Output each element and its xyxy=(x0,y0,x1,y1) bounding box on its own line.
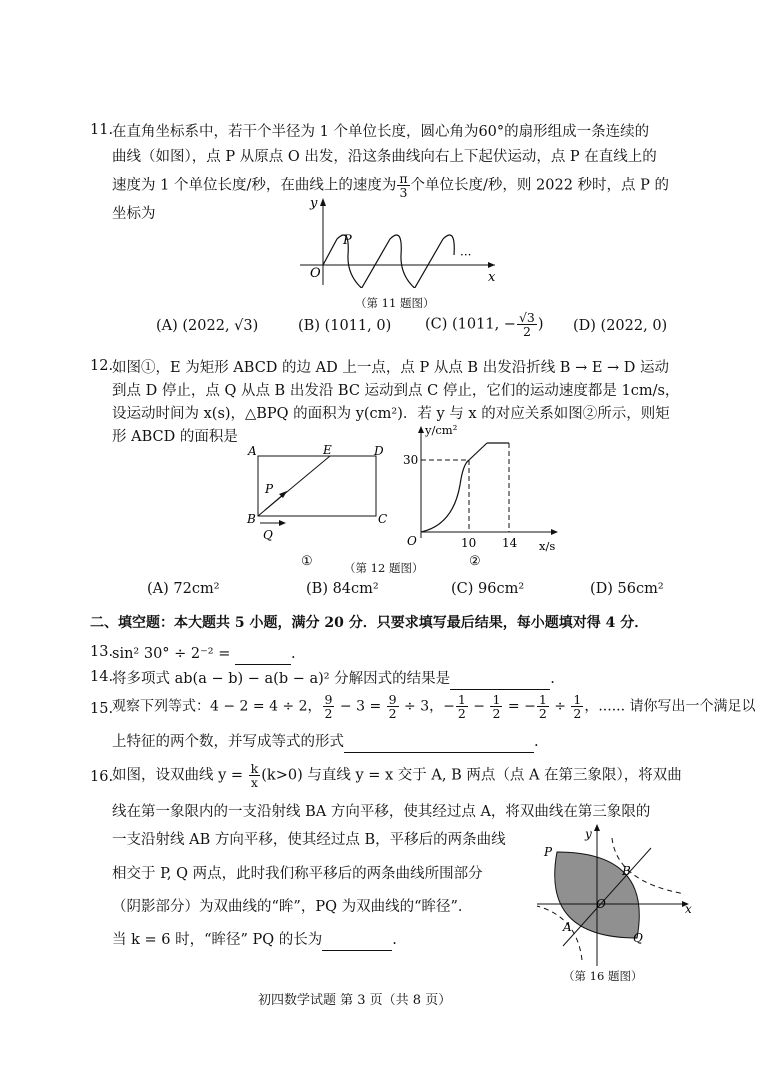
q12-fig2-tick-14: 14 xyxy=(502,536,518,550)
q12-line-3: 设运动时间为 x(s)，△BPQ 的面积为 y(cm²)．若 y 与 x 的对应关系如图②所示，则矩 xyxy=(112,406,670,422)
q12-fig1-b: B xyxy=(247,512,256,526)
q11-fig-y: y xyxy=(310,196,318,211)
q14-answer-blank[interactable] xyxy=(450,669,550,690)
q12-fig1-a: A xyxy=(248,444,257,458)
q11-fig-o: O xyxy=(310,266,321,281)
q14-text: 将多项式 ab(a − b) − a(b − a)² 分解因式的结果是 xyxy=(112,671,451,687)
q11-caption: （第 11 题图） xyxy=(355,296,435,310)
q16-fig-y: y xyxy=(585,827,592,841)
q16-number: 16. xyxy=(90,769,114,785)
q11-line-4: 坐标为 xyxy=(112,206,156,222)
q11-fig-p: P xyxy=(343,233,352,248)
q12-fig2-ylabel: y/cm² xyxy=(425,423,458,437)
q16-line-5: （阴影部分）为双曲线的“眸”，PQ 为双曲线的“眸径”． xyxy=(112,899,473,915)
q15-answer-blank[interactable] xyxy=(344,732,534,753)
q11-line-3a: 速度为 1 个单位长度/秒，在曲线上的速度为 xyxy=(112,177,397,194)
q11-fig-dots: ··· xyxy=(460,248,472,262)
q12-figure-1 xyxy=(243,443,393,568)
q11-figure xyxy=(290,193,505,288)
q11-line-3b: 个单位长度/秒，则 2022 秒时，点 P 的 xyxy=(410,177,670,194)
q12-fig1-e: E xyxy=(323,443,332,457)
q12-fig2-o: O xyxy=(407,534,417,548)
q16-line-4: 相交于 P, Q 两点，此时我们称平移后的两条曲线所围部分 xyxy=(112,866,483,882)
q12-figure-2 xyxy=(403,420,563,568)
q16-answer-blank[interactable] xyxy=(322,930,392,951)
q16-fig-p: P xyxy=(544,845,553,859)
q13-number: 13. xyxy=(90,644,114,660)
q11-option-c[interactable]: (C) (1011, − $\frac{√3}{2}$ ) xyxy=(425,310,544,339)
q12-number: 12. xyxy=(90,358,114,374)
q12-line-2: 到点 D 停止，点 Q 从点 B 出发沿 BC 运动到点 C 停止，它们的运动速度都是 1cm/s， xyxy=(112,383,680,399)
q16-fig-b: B xyxy=(622,864,631,878)
q12-fig1-q: Q xyxy=(263,528,273,542)
q12-fig2-tick-10: 10 xyxy=(461,536,477,550)
q11-option-b[interactable]: (B) (1011, 0) xyxy=(298,318,392,334)
page-footer: 初四数学试题 第 3 页（共 8 页） xyxy=(258,993,452,1008)
q12-option-b[interactable]: (B) 84cm² xyxy=(306,581,379,597)
q12-fig1-p: P xyxy=(265,482,274,496)
q11-line-2: 曲线（如图），点 P 从原点 O 出发，沿这条曲线向右上下起伏运动，点 P 在直线上的 xyxy=(112,149,657,165)
q12-fig1-label: ① xyxy=(301,554,313,568)
q12-fig1-c: C xyxy=(378,512,388,526)
q16-line-1: 如图，设双曲线 y = $\frac{k}{x}$ (k>0) 与直线 y = x 交于 A, B 两点（点 A 在第三象限），将双曲 xyxy=(112,761,682,790)
q11-line-1: 在直角坐标系中，若干个半径为 1 个单位长度，圆心角为60°的扇形组成一条连续的 xyxy=(112,124,650,140)
q12-option-a[interactable]: (A) 72cm² xyxy=(147,581,220,597)
q12-line-1: 如图①，E 为矩形 ABCD 的边 AD 上一点，点 P 从点 B 出发沿折线 B → E → D 运动 xyxy=(112,360,670,376)
section-2-heading: 二、填空题：本大题共 5 小题，满分 20 分．只要求填写最后结果，每小题填对得 4 分． xyxy=(90,615,649,631)
q16-fig-a: A xyxy=(563,920,572,934)
q12-option-d[interactable]: (D) 56cm² xyxy=(590,581,664,597)
q13-line: sin² 30° ÷ 2⁻² = . xyxy=(112,644,296,665)
q12-line-4: 形 ABCD 的面积是 xyxy=(112,429,238,445)
q16-line-2: 线在第一象限内的一支沿射线 BA 方向平移，使其经过点 A，将双曲线在第三象限的 xyxy=(112,804,651,820)
q12-fig2-label: ② xyxy=(469,554,481,568)
q16-fig-q: Q xyxy=(633,931,643,945)
q13-text: sin² 30° ÷ 2⁻² = xyxy=(112,646,231,662)
q16-caption: （第 16 题图） xyxy=(563,969,643,983)
q12-option-c[interactable]: (C) 96cm² xyxy=(451,581,525,597)
q12-fig2-xlabel: x/s xyxy=(539,539,556,553)
q11-option-d[interactable]: (D) (2022, 0) xyxy=(573,318,668,334)
q11-fig-x: x xyxy=(488,270,496,285)
q12-fig1-d: D xyxy=(374,444,384,458)
q16-line-3: 一支沿射线 AB 方向平移，使其经过点 B，平移后的两条曲线 xyxy=(112,832,506,848)
q11-pi-over-3: $\frac{\pi}{3}$ xyxy=(399,171,408,200)
q16-line-6: 当 k = 6 时，“眸径” PQ 的长为 . xyxy=(112,930,397,951)
q12-caption: （第 12 题图） xyxy=(344,561,424,575)
q11-number: 11. xyxy=(90,122,114,138)
q12-fig2-tick-30: 30 xyxy=(403,453,419,467)
q15-number: 15. xyxy=(90,701,114,717)
q15-line-1: 观察下列等式：4 − 2 = 4 ÷ 2， $\frac{9}{2}$ − 3 = $\frac{9}{2}$ ÷ 3，− $\frac{1}{2}$ − $\frac{1}{2}$ = − $\frac{1}{2}$ ÷ $\frac{1}{2}$ ，...... 请你写出一个满足以 xyxy=(112,692,756,721)
q16-fig-o: O xyxy=(596,897,606,911)
q13-answer-blank[interactable] xyxy=(235,644,291,665)
q14-line: 将多项式 ab(a − b) − a(b − a)² 分解因式的结果是 . xyxy=(112,669,555,690)
q16-fig-x: x xyxy=(685,902,692,916)
q11-option-a[interactable]: (A) (2022, √3) xyxy=(156,318,259,334)
q14-number: 14. xyxy=(90,669,114,685)
q16-figure xyxy=(525,818,705,968)
q15-line-2: 上特征的两个数，并写成等式的形式 . xyxy=(112,732,539,753)
